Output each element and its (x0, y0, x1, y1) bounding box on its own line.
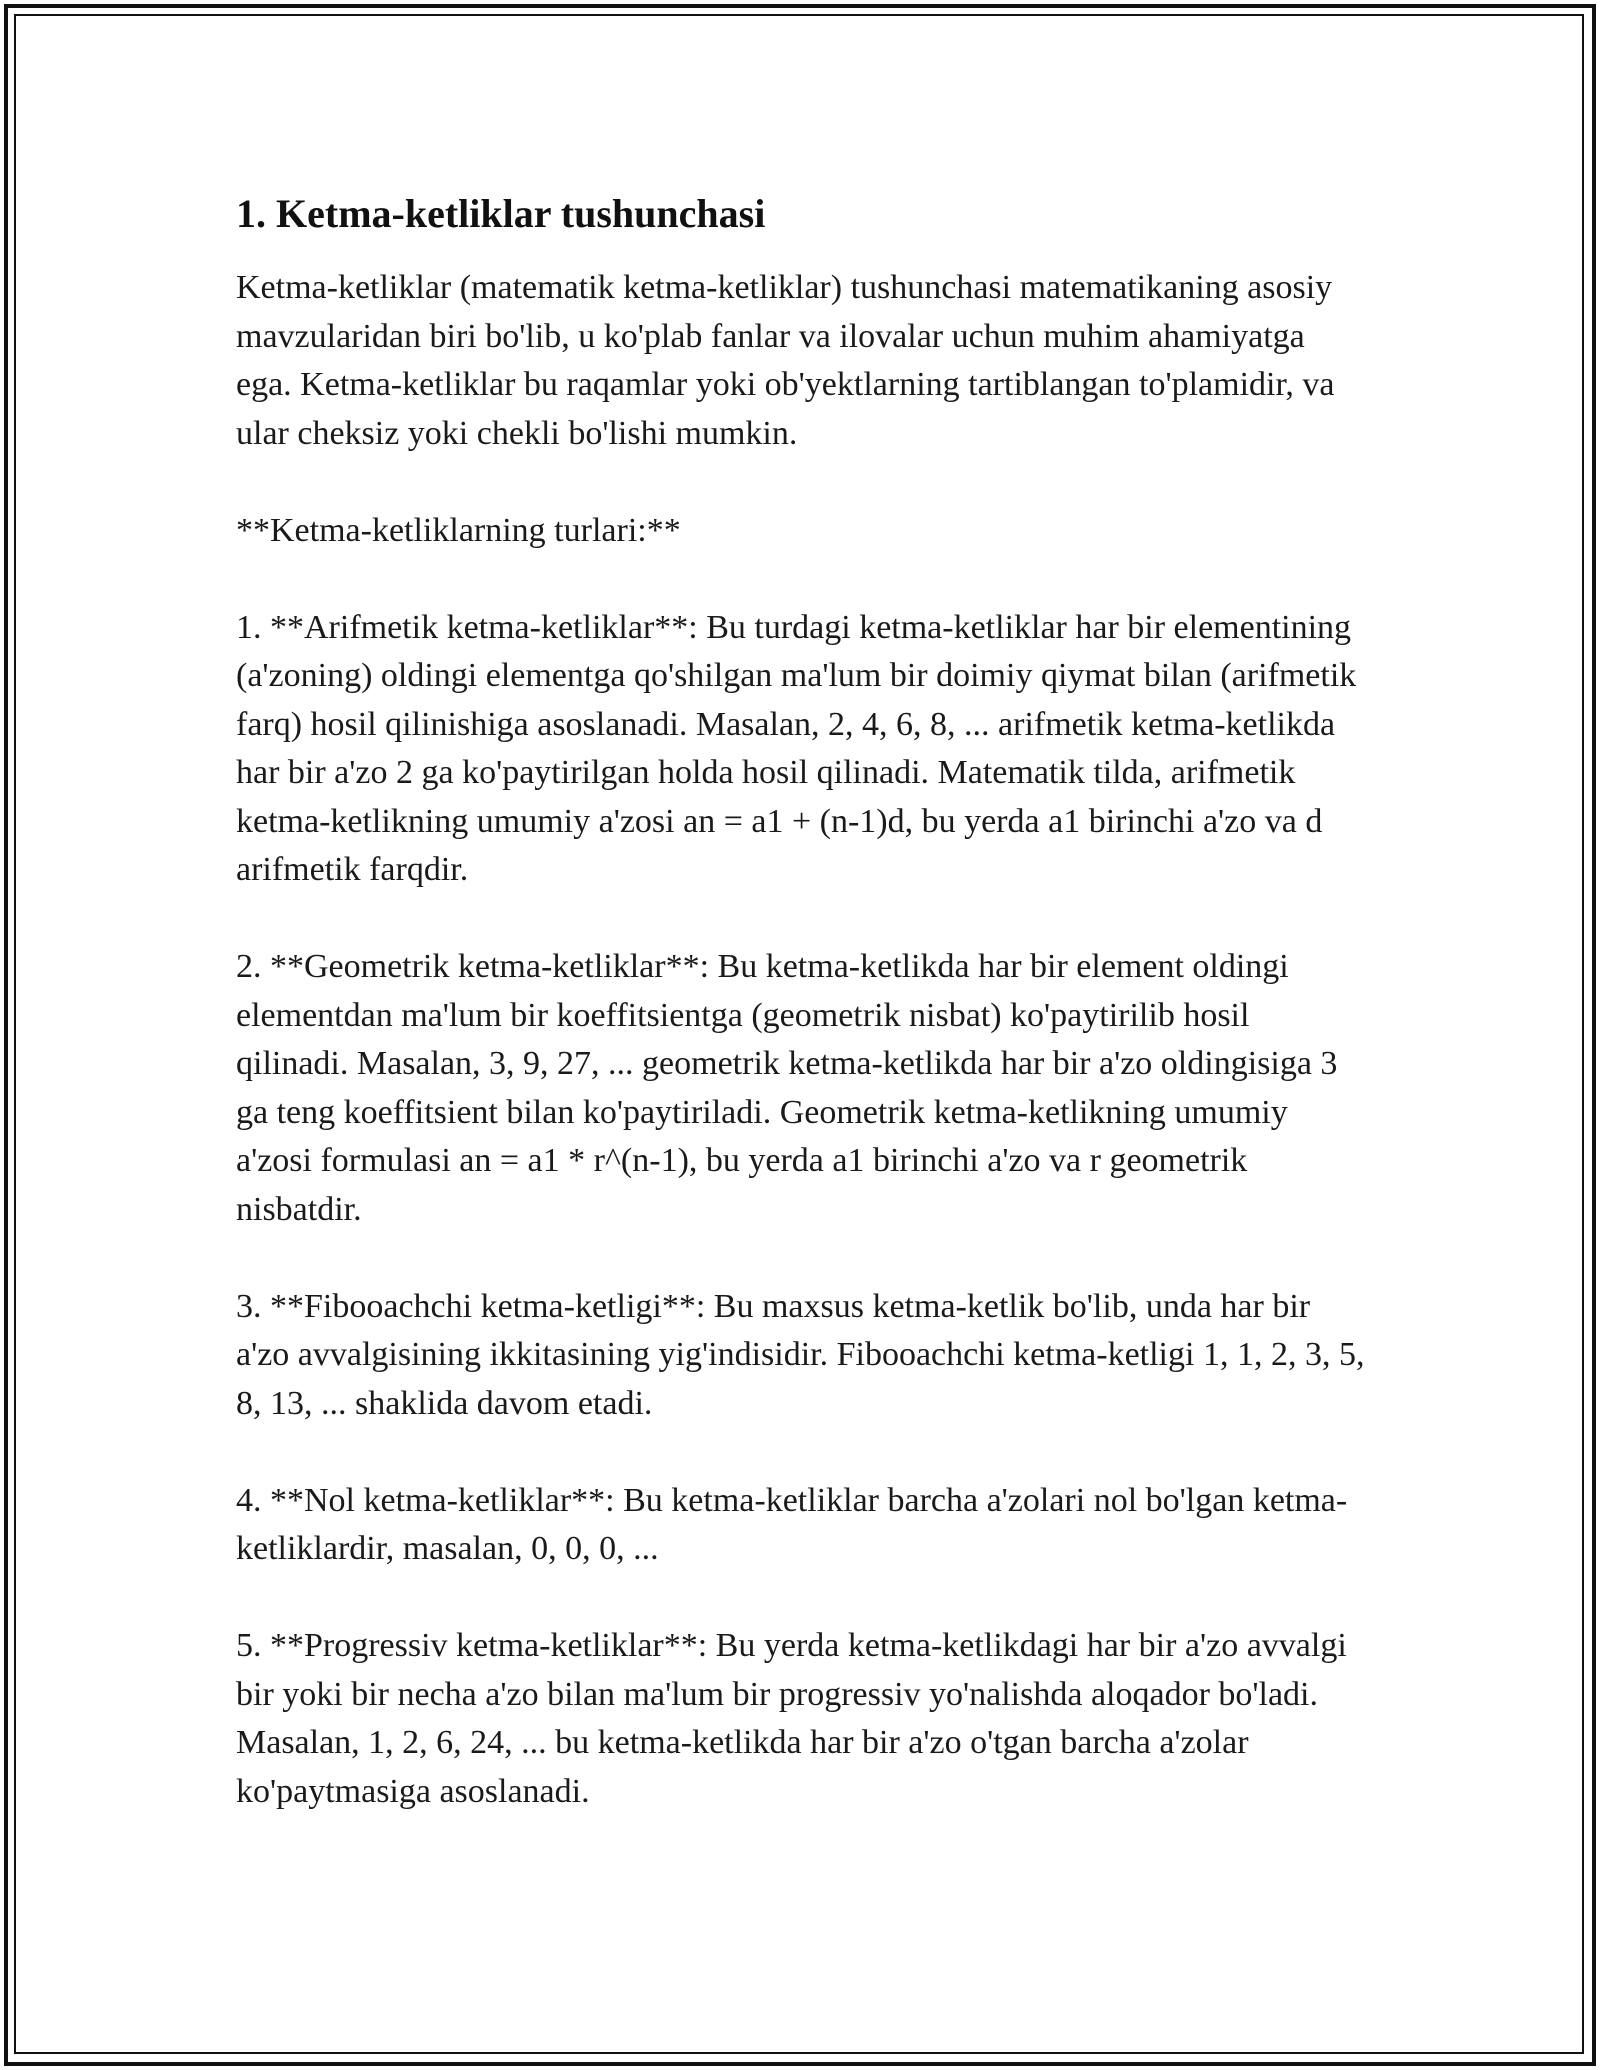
paragraph-intro: Ketma-ketliklar (matematik ketma-ketliklar) tushunchasi matematikaning asosiy mavzularidan biri bo'lib, u ko'plab fanlar va ilovalar uchun muhim ahamiyatga ega. Ketma-ketliklar bu raqamlar yoki ob'yektlarning tartiblangan to'plamidir, va ular cheksiz yoki chekli bo'lishi mumkin. (236, 269, 1335, 452)
paragraph-arithmetic: 1. **Arifmetik ketma-ketliklar**: Bu turdagi ketma-ketliklar har bir elementining (a'zoning) oldingi elementga qo'shilgan ma'lum bir doimiy qiymat bilan (arifmetik farq) hosil qilinishiga asoslanadi. Masalan, 2, 4, 6, 8, ... arifmetik ketma-ketlikda har bir a'zo 2 ga ko'paytirilgan holda hosil qilinadi. Matematik tilda, arifmetik ketma-ketlikning umumiy a'zosi an = a1 + (n-1)d, bu yerda a1 birinchi a'zo va d arifmetik farqdir. (236, 608, 1357, 888)
document-body (236, 186, 1366, 1865)
paragraph-zero: 4. **Nol ketma-ketliklar**: Bu ketma-ketliklar barcha a'zolari nol bo'lgan ketma-ketliklardir, masalan, 0, 0, 0, ... (236, 1481, 1348, 1567)
paragraph-geometric: 2. **Geometrik ketma-ketliklar**: Bu ketma-ketlikda har bir element oldingi elementdan ma'lum bir koeffitsientga (geometrik nisbat) ko'paytirilib hosil qilinadi. Masalan, 3, 9, 27, ... geometrik ketma-ketlikda har bir a'zo oldingisiga 3 ga teng koeffitsient bilan ko'paytiriladi. Geometrik ketma-ketlikning umumiy a'zosi formulasi an = a1 * r^(n-1), bu yerda a1 birinchi a'zo va r geometrik nisbatdir. (236, 948, 1338, 1228)
document-title: 1. Ketma-ketliklar tushunchasi (236, 191, 766, 236)
paragraph-types-heading: **Ketma-ketliklarning turlari:** (236, 511, 681, 549)
paragraph-progressive: 5. **Progressiv ketma-ketliklar**: Bu yerda ketma-ketlikdagi har bir a'zo avvalgi bir yoki bir necha a'zo bilan ma'lum bir progressiv yo'nalishda aloqador bo'ladi. Masalan, 1, 2, 6, 24, ... bu ketma-ketlikda har bir a'zo o'tgan barcha a'zolar ko'paytmasiga asoslanadi. (236, 1627, 1347, 1810)
paragraph-fibonacci: 3. **Fibooachchi ketma-ketligi**: Bu maxsus ketma-ketlik bo'lib, unda har bir a'zo avvalgisining ikkitasining yig'indisidir. Fibooachchi ketma-ketligi 1, 1, 2, 3, 5, 8, 13, ... shaklida davom etadi. (236, 1287, 1365, 1422)
